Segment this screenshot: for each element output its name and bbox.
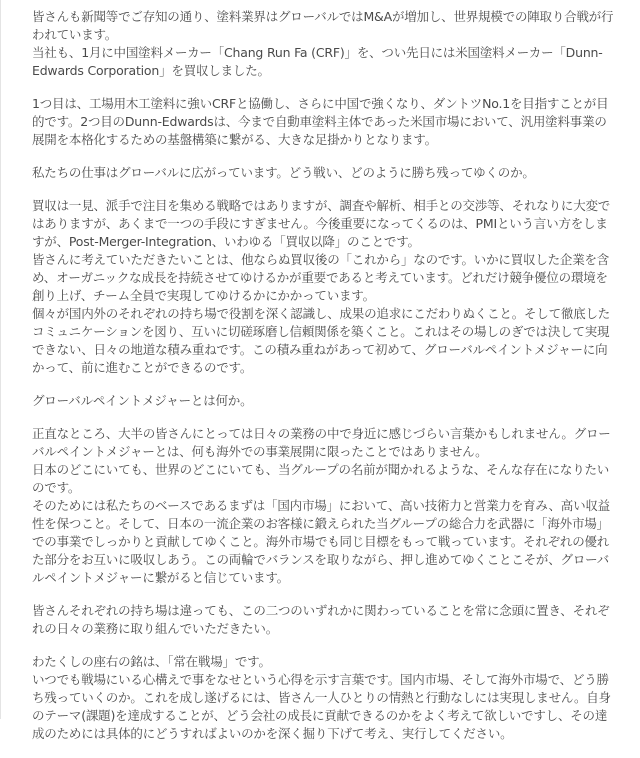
text-line: 皆さんも新聞等でご存知の通り、塗料業界はグローバルではM&Aが増加し、世界規模での陣取り合戦が行われています。 bbox=[32, 9, 614, 42]
text-line: グローバルペイントメジャーとは何か。 bbox=[32, 393, 253, 408]
text-line: 日本のどこにいても、世界のどこにいても、当グループの名前が聞かれるような、そんな存在になりたいのです。 bbox=[32, 462, 610, 495]
text-line: 皆さんそれぞれの持ち場は違っても、この二つのいずれかに関わっていることを常に念頭に置き、それぞれの日々の業務に取り組んでいただきたい。 bbox=[32, 603, 610, 636]
paragraph-daily-work bbox=[32, 602, 616, 638]
text-line: 私たちの仕事はグローバルに広がっています。どう戦い、どのように勝ち残ってゆくのか。 bbox=[32, 165, 535, 180]
text-line: 当社も、1月に中国塗料メーカー「Chang Run Fa (CRF)」を、つい先日には米国塗料メーカー「Dunn-Edwards Corporation」を買収しました。 bbox=[32, 45, 603, 78]
paragraph-purposes bbox=[32, 95, 616, 149]
paragraph-motto bbox=[32, 653, 616, 743]
paragraph-pmi bbox=[32, 197, 616, 377]
text-line: いつでも戦場にいる心構えで事をなせという心得を示す言葉です。国内市場、そして海外市場で、どう勝ち残っていくのか。これを成し遂げるには、皆さん一人ひとりの情熱と行動なしには実現しません。自身のテーマ(課題)を達成することが、どう会社の成長に貢献できるのかをよく考えて欲しいですし、その達成のためには具体的にどうすればよいのかを深く掘り下げて考え、実行してください。 bbox=[32, 672, 611, 741]
text-line: 買収は一見、派手で注目を集める戦略ではありますが、調査や解析、相手との交渉等、それなりに大変ではありますが、あくまで一つの手段にすぎません。今後重要になってくるのは、PMIという言い方をしますが、Post-Merger-Integration、いわゆる「買収以降」のことです。 bbox=[32, 198, 611, 249]
text-line: わたくしの座右の銘は、「常在戦場」です。 bbox=[32, 654, 271, 669]
text-line: そのためには私たちのベースであるまずは「国内市場」において、高い技術力と営業力を育み、高い収益性を保つこと。そして、日本の一流企業のお客様に鍛えられた当グループの総合力を武器に「海外市場」での事業でしっかりと貢献してゆくこと。海外市場でも同じ目標をもって戦っています。それぞれの優れた部分をお互いに吸収しあう。この両輪でバランスを取りながら、押し進めてゆくことこそが、グローバルペイントメジャーに繋がると信じています。 bbox=[32, 498, 610, 585]
text-line: 1つ目は、工場用木工塗料に強いCRFと協働し、さらに中国で強くなり、ダントツNo.1を目指すことが目的です。2つ目のDunn-Edwardsは、今まで自動車塗料主体であった米国市場において、汎用塗料事業の展開を本格化するための基盤構築に繋がる、大きな足掛かりとなります。 bbox=[32, 96, 609, 147]
text-line: 個々が国内外のそれぞれの持ち場で役割を深く認識し、成果の追求にこだわりぬくこと。そして徹底したコミュニケーションを図り、互いに切磋琢磨し信頼関係を築くこと。これはその場しのぎでは決して実現できない、日々の地道な積み重ねです。この積み重ねがあって初めて、グローバルペイントメジャーに向かって、前に進むことができるのです。 bbox=[32, 306, 611, 375]
paragraph-heading-question bbox=[32, 392, 616, 410]
paragraph-global-paint-major bbox=[32, 425, 616, 587]
message-body bbox=[32, 8, 616, 758]
page-left-border bbox=[0, 0, 1, 719]
text-line: 皆さんに考えていただきたいことは、他ならぬ買収後の「これから」なのです。いかに買収した企業を含め、オーガニックな成長を持続させてゆけるかが重要であると考えています。どれだけ競争優位の環境を創り上げ、チーム全員で実現してゆけるかにかかっています。 bbox=[32, 252, 610, 303]
paragraph-acquisitions bbox=[32, 8, 616, 80]
paragraph-global-work bbox=[32, 164, 616, 182]
text-line: 正直なところ、大半の皆さんにとっては日々の業務の中で身近に感じづらい言葉かもしれません。グローバルペイントメジャーとは、何も海外での事業展開に限ったことではありません。 bbox=[32, 426, 611, 459]
